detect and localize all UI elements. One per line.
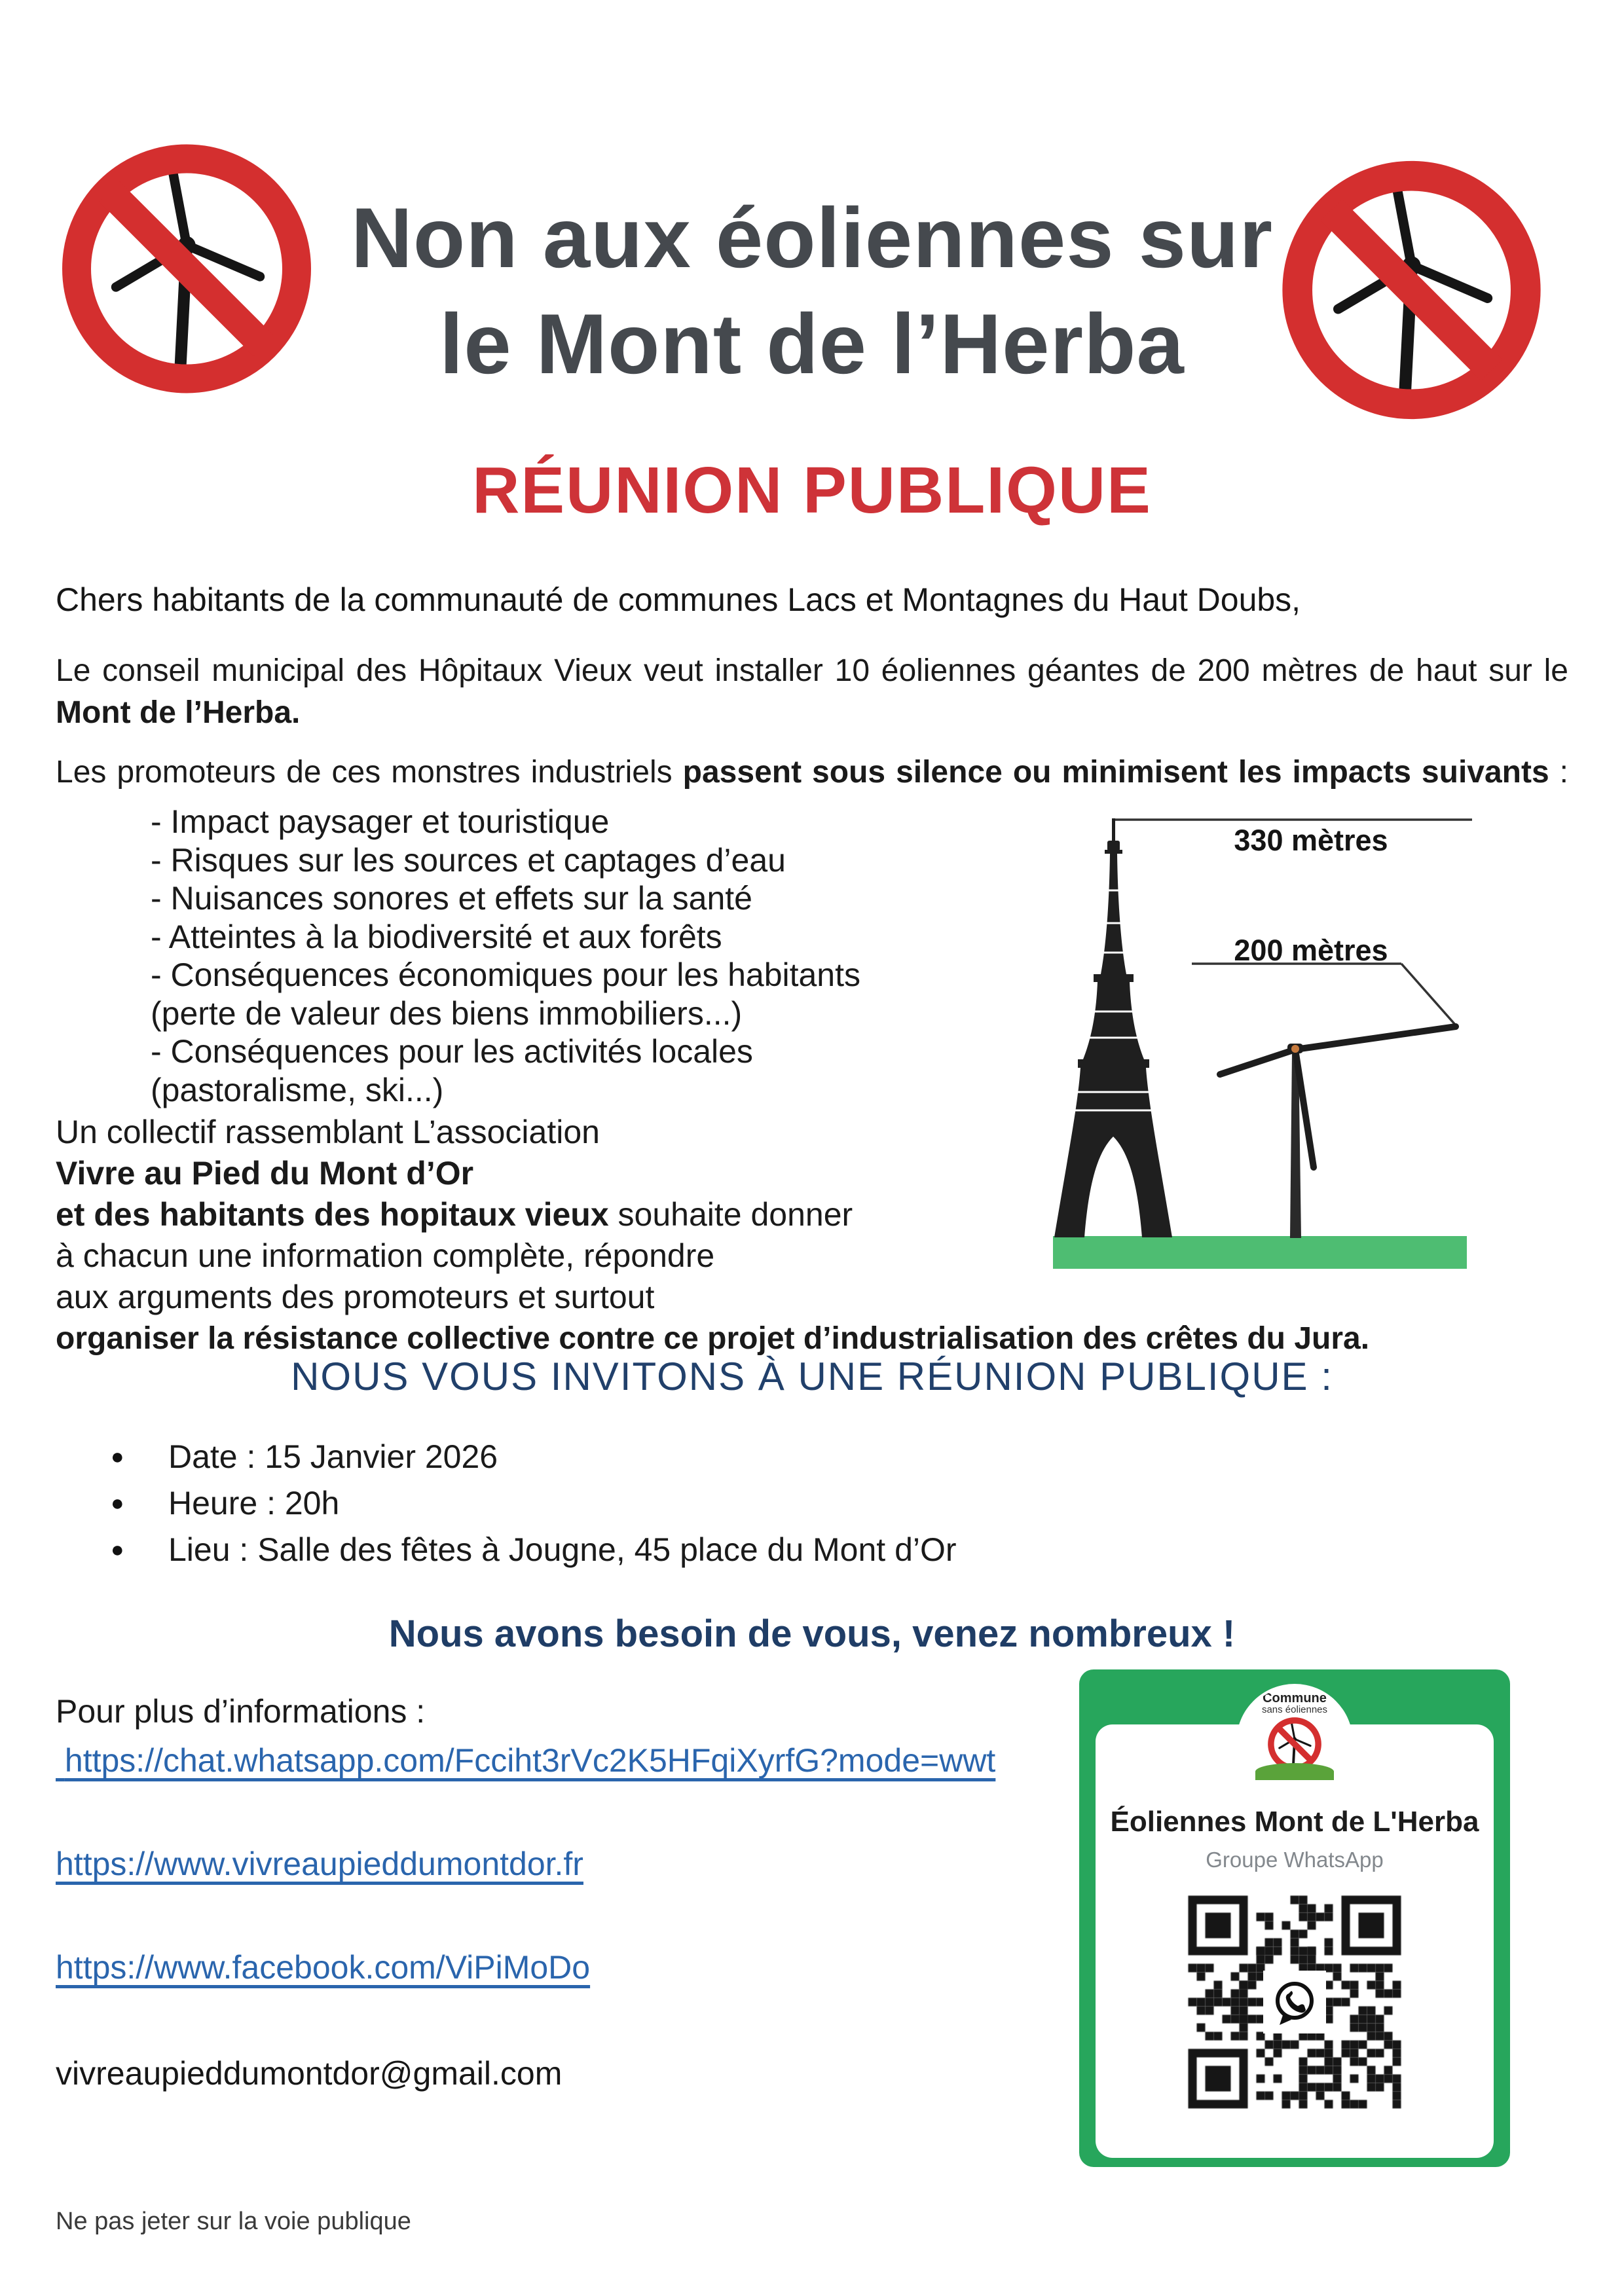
- impact-item: - Risques sur les sources et captages d’eau: [151, 841, 786, 879]
- impact-item: - Conséquences pour les activités locales: [151, 1033, 753, 1070]
- meeting-place-item: [108, 1527, 957, 1573]
- meeting-time-item: [108, 1480, 957, 1527]
- association-badge-logo: [1239, 1686, 1350, 1798]
- council-line1: Le conseil municipal des Hôpitaux Vieux veut installer 10 éoliennes géantes de 200 mètres de haut sur le: [56, 653, 1568, 688]
- impact-item: (pastoralisme, ski...): [151, 1071, 444, 1108]
- council-line2-bold: Mont de l’Herba.: [56, 695, 301, 730]
- impact-item: - Atteintes à la biodiversité et aux forêts: [151, 918, 722, 955]
- call-to-action: Nous avons besoin de vous, venez nombreux !: [388, 1613, 1236, 1655]
- contact-email: vivreaupieddumontdor@gmail.com: [56, 2055, 563, 2092]
- public-meeting-heading: RÉUNION PUBLIQUE: [472, 454, 1152, 527]
- council-paragraph: [56, 650, 1568, 734]
- promoters-paragraph: [56, 753, 1568, 792]
- badge-text-line1: Commune: [1263, 1691, 1327, 1705]
- whatsapp-group-subtitle: Groupe WhatsApp: [1206, 1848, 1384, 1872]
- badge-text-line2: sans éoliennes: [1261, 1704, 1328, 1715]
- impact-item: - Impact paysager et touristique: [151, 803, 610, 840]
- whatsapp-logo-icon: [1263, 1971, 1326, 2033]
- collective-line1: Un collectif rassemblant L’association: [56, 1114, 600, 1150]
- impact-item: - Conséquences économiques pour les habitants: [151, 957, 861, 993]
- association-website-link[interactable]: https://www.vivreaupieddumontdor.fr: [56, 1846, 583, 1882]
- promoters-tail: :: [1549, 755, 1568, 790]
- page-title: [0, 185, 1624, 397]
- invitation-heading: NOUS VOUS INVITONS À UNE RÉUNION PUBLIQUE :: [291, 1355, 1333, 1398]
- facebook-page-link[interactable]: https://www.facebook.com/ViPiMoDo: [56, 1949, 591, 1986]
- meeting-date-item: [108, 1434, 957, 1480]
- promoters-bold: passent sous silence ou minimisent les impacts suivants: [682, 755, 1549, 790]
- page-title-line2: le Mont de l’Herba: [439, 296, 1185, 392]
- greeting-text: Chers habitants de la communauté de communes Lacs et Montagnes du Haut Doubs,: [56, 581, 1301, 618]
- badge-grass-graphic: [1255, 1763, 1334, 1780]
- turbine-height-label: 200 mètres: [1234, 934, 1388, 967]
- collective-line3-tail: souhaite donner: [608, 1196, 853, 1233]
- promoters-normal: Les promoteurs de ces monstres industriels: [56, 755, 683, 790]
- collective-line4: à chacun une information complète, répondre: [56, 1237, 715, 1274]
- whatsapp-group-link[interactable]: https://chat.whatsapp.com/Fcciht3rVc2K5HFqiXyrfG?mode=wwt: [56, 1742, 996, 1779]
- meeting-time-text: Heure : 20h: [168, 1485, 340, 1522]
- collective-line3-bold: et des habitants des hopitaux vieux: [56, 1196, 609, 1233]
- page-title-line1: Non aux éoliennes sur: [350, 190, 1274, 285]
- impact-item: - Nuisances sonores et effets sur la santé: [151, 880, 752, 917]
- meeting-details-list: [108, 1434, 957, 1573]
- meeting-place-text: Lieu : Salle des fêtes à Jougne, 45 place du Mont d’Or: [168, 1531, 957, 1568]
- whatsapp-group-title: Éoliennes Mont de L'Herba: [1110, 1806, 1479, 1838]
- collective-line6-tail: .: [1360, 1321, 1370, 1356]
- impacts-list: [151, 803, 1028, 1109]
- association-name: Vivre au Pied du Mont d’Or: [56, 1155, 474, 1192]
- meeting-date-text: Date : 15 Janvier 2026: [168, 1438, 498, 1475]
- whatsapp-qr-card: [1079, 1669, 1510, 2167]
- collective-line6-bold: organiser la résistance collective contre ce projet d’industrialisation des crêtes du Jura: [56, 1321, 1361, 1356]
- footer-note: Ne pas jeter sur la voie publique: [56, 2208, 411, 2235]
- collective-line5: aux arguments des promoteurs et surtout: [56, 1279, 655, 1315]
- eiffel-height-label: 330 mètres: [1234, 824, 1388, 857]
- contact-intro: Pour plus d’informations :: [56, 1693, 426, 1730]
- impact-item: (perte de valeur des biens immobiliers...): [151, 994, 743, 1032]
- collective-paragraph: [56, 1112, 1568, 1359]
